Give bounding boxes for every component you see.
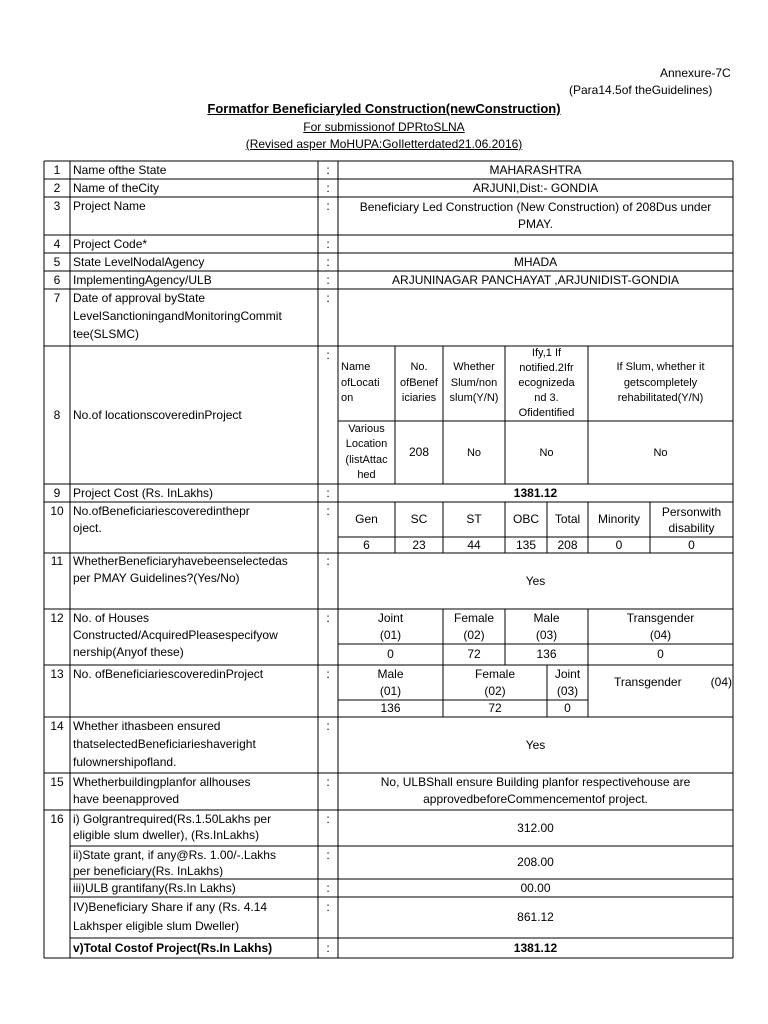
land-ownership-label: Whether ithasbeen ensured <box>73 719 221 733</box>
separator-colon: : <box>326 199 330 213</box>
slum-type-value: No <box>539 446 554 459</box>
male-beneficiaries-header: Male (01) <box>377 667 404 698</box>
subtitle-revision: (Revised asper MoHUPA:GoIletterdated21.06.2016) <box>245 137 523 151</box>
separator-colon: : <box>326 554 330 568</box>
state-grant-label: ii)State grant, if any@Rs. 1.00/-.Lakhs <box>73 847 276 862</box>
slsmc-approval-label-cont: LevelSanctioningandMonitoringCommit <box>73 309 282 323</box>
separator-colon: : <box>326 291 330 305</box>
row-number: 14 <box>50 719 64 733</box>
transgender-ownership-header: Transgender (04) <box>626 611 695 642</box>
rehabilitation-value: No <box>653 446 668 459</box>
separator-colon: : <box>326 254 330 269</box>
state-grant-value: 208.00 <box>517 855 554 869</box>
st-value: 44 <box>467 537 481 552</box>
houses-ownership-label: No. of Houses <box>73 611 150 625</box>
slsmc-approval-label: Date of approval byState <box>73 291 206 305</box>
building-plan-label: Whetherbuildingplanfor allhouses <box>73 775 251 789</box>
rehabilitation-header: If Slum, whether it getscompletely rehabilitated(Y/N) <box>616 361 705 405</box>
male-ownership-value: 136 <box>536 647 557 661</box>
slum-status-header: Whether Slum/non slum(Y/N) <box>449 361 499 405</box>
row-number: 6 <box>53 272 61 287</box>
building-plan-label-cont: have beenapproved <box>73 792 180 806</box>
separator-colon: : <box>326 236 330 251</box>
land-ownership-label-cont: fulownershipofland. <box>73 755 177 769</box>
nodal-agency-value: MHADA <box>513 254 558 269</box>
page-title: Formatfor Beneficiaryled Construction(newConstruction) <box>207 101 561 116</box>
transgender-ownership-value: 0 <box>657 647 664 661</box>
obc-header: OBC <box>512 512 539 526</box>
city-name-value: ARJUNI,Dist:- GONDIA <box>472 180 599 195</box>
separator-colon: : <box>326 667 330 681</box>
row-number: 15 <box>50 775 64 789</box>
sc-value: 23 <box>412 537 426 552</box>
total-header: Total <box>554 512 581 526</box>
female-beneficiaries-value: 72 <box>488 701 502 715</box>
joint-beneficiaries-value: 0 <box>564 701 571 715</box>
houses-ownership-label-cont: Constructed/AcquiredPleasespecifyow <box>73 628 278 642</box>
beneficiaries-covered-label-cont: oject. <box>73 521 102 535</box>
separator-colon: : <box>326 485 330 500</box>
locations-covered-label: No.of locationscoveredinProject <box>73 407 242 422</box>
project-code-value <box>338 235 733 253</box>
minority-header: Minority <box>597 512 640 526</box>
beneficiaries-value: 208 <box>408 445 430 459</box>
joint-ownership-header: Joint (01) <box>377 611 404 642</box>
separator-colon: : <box>326 880 330 895</box>
slum-type-header: Ify,1 If notified.2Ifr ecognizeda nd 3. Ofidentified <box>518 347 575 419</box>
separator-colon: : <box>326 272 330 287</box>
city-name-label: Name of theCity <box>73 180 160 195</box>
gen-header: Gen <box>355 512 378 526</box>
building-plan-value-cont: approvedbeforeCommencementof project. <box>423 792 648 806</box>
female-beneficiaries-header: Female (02) <box>474 667 515 698</box>
beneficiary-share-label-cont: Lakhsper eligible slum Dweller) <box>73 919 240 933</box>
female-ownership-header: Female (02) <box>453 611 494 642</box>
separator-colon: : <box>326 611 330 625</box>
implementing-agency-value: ARJUNINAGAR PANCHAYAT ,ARJUNIDIST-GONDIA <box>392 272 679 287</box>
beneficiaries-header: No. ofBenef iciaries <box>400 361 438 405</box>
beneficiaries-covered-label: No.ofBeneficiariescoveredinthepr <box>73 504 250 518</box>
total-project-cost-label: v)Total Costof Project(Rs.In Lakhs) <box>73 940 273 955</box>
guidelines-reference: (Para14.5of theGuidelines) <box>569 83 713 97</box>
total-project-cost-value: 1381.12 <box>513 940 558 955</box>
row-number: 8 <box>53 407 61 422</box>
state-name-label: Name ofthe State <box>73 162 167 177</box>
row-number: 16 <box>50 812 64 826</box>
slum-status-value: No <box>466 446 482 459</box>
row-number: 5 <box>53 254 61 269</box>
row-number: 3 <box>53 199 61 213</box>
ulb-grant-value: 00.00 <box>520 880 551 895</box>
project-cost-label: Project Cost (Rs. InLakhs) <box>73 485 214 500</box>
male-ownership-header: Male (03) <box>533 611 560 642</box>
row-number: 12 <box>50 611 64 625</box>
state-grant-label-cont: per beneficiary(Rs. InLakhs) <box>73 863 224 878</box>
gen-value: 6 <box>363 537 370 552</box>
ulb-grant-label: iii)ULB grantifany(Rs.In Lakhs) <box>73 880 236 895</box>
slsmc-approval-label-cont: tee(SLSMC) <box>73 327 140 341</box>
beneficiaries-gender-label: No. ofBeneficiariescoveredinProject <box>73 667 264 681</box>
separator-colon: : <box>326 940 330 955</box>
disability-value: 0 <box>688 537 695 552</box>
row-number: 4 <box>53 236 61 251</box>
male-beneficiaries-value: 136 <box>380 701 401 715</box>
separator-colon: : <box>326 812 330 826</box>
selection-criteria-value: Yes <box>525 573 546 588</box>
separator-colon: : <box>326 347 330 362</box>
beneficiary-share-value: 861.12 <box>517 910 554 924</box>
nodal-agency-label: State LevelNodalAgency <box>73 254 205 269</box>
transgender-beneficiaries-header: Transgender (04) <box>614 674 732 689</box>
row-number: 11 <box>50 554 64 568</box>
total-value: 208 <box>557 537 578 552</box>
land-ownership-value: Yes <box>525 737 546 752</box>
separator-colon: : <box>326 504 330 518</box>
annexure-label: Annexure-7C <box>660 66 731 80</box>
row-number: 10 <box>50 504 64 518</box>
minority-value: 0 <box>615 537 623 552</box>
project-name-label: Project Name <box>73 199 146 213</box>
row-number: 1 <box>53 162 61 177</box>
female-ownership-value: 72 <box>467 647 481 661</box>
selection-criteria-label: WhetherBeneficiaryhavebeenselectedas <box>73 554 288 568</box>
joint-beneficiaries-header: Joint (03) <box>554 667 581 698</box>
building-plan-value: No, ULBShall ensure Building planfor respectivehouse are <box>380 775 691 789</box>
separator-colon: : <box>326 162 330 177</box>
beneficiary-share-label: IV)Beneficiary Share if any (Rs. 4.14 <box>73 900 268 914</box>
sc-header: SC <box>410 512 428 526</box>
goi-grant-label-cont: eligible slum dweller), (Rs.InLakhs) <box>73 828 260 842</box>
row-number: 2 <box>53 180 61 195</box>
houses-ownership-label-cont: nership(Anyof these) <box>73 645 184 659</box>
separator-colon: : <box>326 900 330 914</box>
row-number: 7 <box>53 291 61 305</box>
project-name-value-cont: PMAY. <box>518 216 553 231</box>
goi-grant-label: i) Golgrantrequired(Rs.1.50Lakhs per <box>73 812 272 826</box>
subtitle-submission: For submissionof DPRtoSLNA <box>303 120 465 134</box>
location-name-header: Name ofLocati on <box>341 361 380 405</box>
separator-colon: : <box>326 847 330 862</box>
project-name-value: Beneficiary Led Construction (New Construction) of 208Dus under <box>359 199 712 214</box>
separator-colon: : <box>326 719 330 733</box>
disability-header: Personwith disability <box>661 504 722 535</box>
project-code-label: Project Code* <box>73 236 148 251</box>
state-name-value: MAHARASHTRA <box>489 162 582 177</box>
joint-ownership-value: 0 <box>387 647 394 661</box>
land-ownership-label-cont: thatselectedBeneficiarieshaveright <box>73 737 256 751</box>
goi-grant-value: 312.00 <box>517 820 554 835</box>
location-name-value: Various Location (listAttac hed <box>345 422 388 481</box>
st-header: ST <box>466 512 482 526</box>
row-number: 9 <box>53 485 61 500</box>
separator-colon: : <box>326 775 330 789</box>
obc-value: 135 <box>515 537 537 552</box>
separator-colon: : <box>326 180 330 195</box>
selection-criteria-label-cont: per PMAY Guidelines?(Yes/No) <box>73 571 240 585</box>
project-cost-value: 1381.12 <box>513 485 558 500</box>
row-number: 13 <box>50 667 64 681</box>
implementing-agency-label: ImplementingAgency/ULB <box>73 272 212 287</box>
